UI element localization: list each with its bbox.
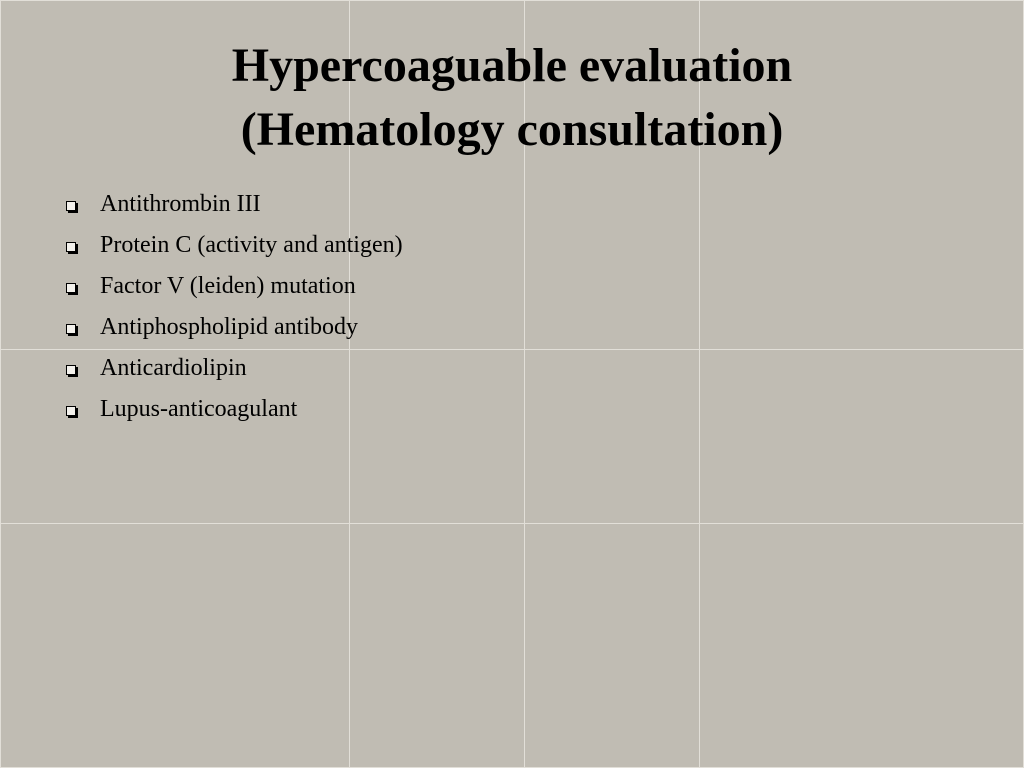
list-item xyxy=(62,184,403,225)
list-item-label: Antithrombin III xyxy=(100,191,261,217)
bullet-list xyxy=(62,184,403,430)
slide-title-line-1: Hypercoaguable evaluation xyxy=(231,39,793,92)
list-item-label: Lupus-anticoagulant xyxy=(100,396,298,422)
slide-title-line-2: (Hematology consultation) xyxy=(240,103,784,156)
list-item xyxy=(62,225,403,266)
tile-divider-horizontal xyxy=(0,523,1024,524)
hollow-square-bullet-icon xyxy=(66,242,76,252)
hollow-square-bullet-icon xyxy=(66,324,76,334)
hollow-square-bullet-icon xyxy=(66,283,76,293)
hollow-square-bullet-icon xyxy=(66,201,76,211)
list-item-label: Antiphospholipid antibody xyxy=(100,314,358,340)
list-item xyxy=(62,389,403,430)
hollow-square-bullet-icon xyxy=(66,406,76,416)
list-item xyxy=(62,307,403,348)
list-item-label: Anticardiolipin xyxy=(100,355,247,381)
list-item-label: Factor V (leiden) mutation xyxy=(100,273,356,299)
slide-title xyxy=(0,34,1024,162)
list-item-label: Protein C (activity and antigen) xyxy=(100,232,403,258)
list-item xyxy=(62,348,403,389)
hollow-square-bullet-icon xyxy=(66,365,76,375)
list-item xyxy=(62,266,403,307)
